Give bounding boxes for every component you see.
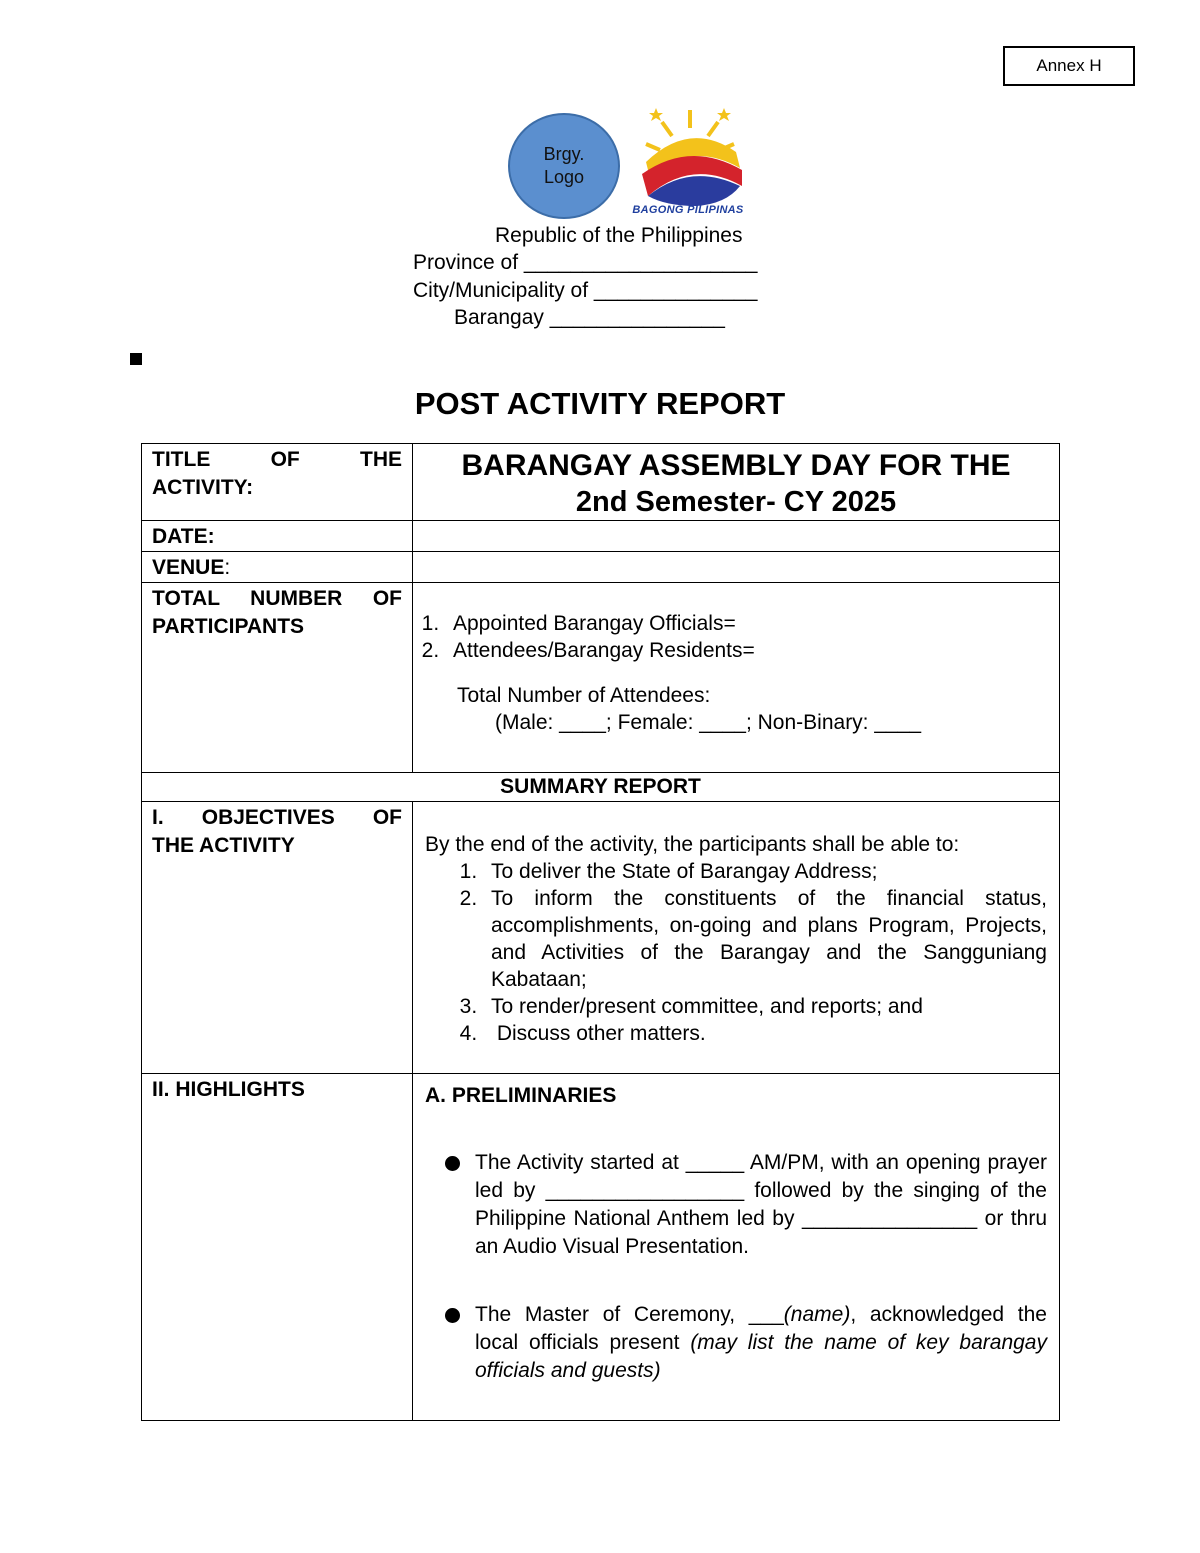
gender-breakdown: (Male: ____; Female: ____; Non-Binary: ____ — [495, 711, 922, 734]
date-label: DATE: — [152, 525, 215, 548]
objective-item: 3. To render/present committee, and reports; and — [483, 993, 1047, 1020]
objectives-value-cell — [413, 802, 1060, 1074]
header-barangay: Barangay _______________ — [454, 306, 725, 329]
date-row — [142, 521, 1060, 552]
summary-report-header: SUMMARY REPORT — [142, 773, 1060, 802]
venue-row — [142, 552, 1060, 583]
header-republic: Republic of the Philippines — [495, 224, 743, 247]
bagong-pilipinas-text: BAGONG PILIPINAS — [632, 204, 744, 216]
report-title: POST ACTIVITY REPORT — [414, 386, 786, 421]
objectives-label-line2: THE ACTIVITY — [152, 834, 295, 857]
title-value-line2: 2nd Semester- CY 2025 — [575, 486, 897, 518]
annex-label: Annex H — [1003, 46, 1135, 86]
bullet-dot-icon — [445, 1308, 460, 1323]
title-row — [142, 444, 1060, 521]
objectives-label-cell — [142, 802, 413, 1074]
objective-item: 1. To deliver the State of Barangay Address; — [483, 858, 1047, 885]
square-bullet-icon — [130, 353, 142, 365]
objectives-intro: By the end of the activity, the participants shall be able to: — [425, 833, 960, 856]
participants-label-cell — [142, 583, 413, 773]
participants-item: 2. Attendees/Barangay Residents= — [445, 637, 1047, 664]
objectives-list — [425, 858, 1047, 1047]
venue-colon: : — [224, 556, 231, 579]
brgy-logo-text-line2: Logo — [543, 167, 585, 187]
report-table — [141, 443, 1060, 1421]
preliminaries-heading: A. PRELIMINARIES — [425, 1084, 617, 1107]
prelim-item2-part1: The Master of Ceremony, ___ — [475, 1303, 784, 1326]
summary-header-row — [142, 773, 1060, 802]
bullet-dot-icon — [445, 1156, 460, 1171]
header-city: City/Municipality of ______________ — [413, 279, 758, 302]
objective-item: 4. Discuss other matters. — [483, 1020, 1047, 1047]
highlights-label-cell — [142, 1074, 413, 1421]
venue-label-wrap — [142, 552, 412, 582]
title-label-cell — [142, 444, 413, 521]
objectives-row — [142, 802, 1060, 1074]
total-attendees-label: Total Number of Attendees: — [457, 684, 711, 707]
prelim-item1-text: The Activity started at _____ AM/PM, with an opening prayer led by _________________ followed by the singing of the Philippine National Anthem led by _______________ or thru an Audio Visual Presentation. — [475, 1151, 1047, 1258]
participants-list — [425, 610, 1047, 664]
venue-label: VENUE — [152, 556, 225, 579]
title-label-line1: TITLE OF THE — [152, 448, 402, 471]
highlights-value-cell — [413, 1074, 1060, 1421]
participants-label-line2: PARTICIPANTS — [152, 615, 305, 638]
barangay-logo-placeholder — [508, 113, 620, 219]
highlights-label: II. HIGHLIGHTS — [152, 1078, 305, 1101]
participants-value-cell — [413, 583, 1060, 773]
prelim-item2-italic1: (name) — [783, 1303, 851, 1326]
highlights-row — [142, 1074, 1060, 1421]
participants-row — [142, 583, 1060, 773]
title-value-line1: BARANGAY ASSEMBLY DAY FOR THE — [461, 449, 1011, 482]
brgy-logo-text-line1: Brgy. — [543, 144, 585, 164]
preliminaries-item — [425, 1149, 1047, 1261]
participants-item: 1. Appointed Barangay Officials= — [445, 610, 1047, 637]
header-province: Province of ____________________ — [413, 251, 758, 274]
title-value-cell — [413, 444, 1060, 521]
objective-item: 2. To inform the constituents of the financial status, accomplishments, on-going and plans Program, Projects, and Activities of the Barangay and the Sangguniang Kabataan; — [483, 885, 1047, 993]
objectives-label-line1: I. OBJECTIVES OF — [152, 806, 402, 829]
title-label-line2: ACTIVITY: — [152, 476, 254, 499]
prelim-item2-part2: , acknowledged the local officials present — [475, 1303, 1053, 1354]
participants-label-line1: TOTAL NUMBER OF — [152, 587, 402, 610]
prelim-item2-italic2: (may list the name of key barangay officials and guests) — [475, 1331, 1047, 1382]
preliminaries-item — [425, 1301, 1053, 1385]
